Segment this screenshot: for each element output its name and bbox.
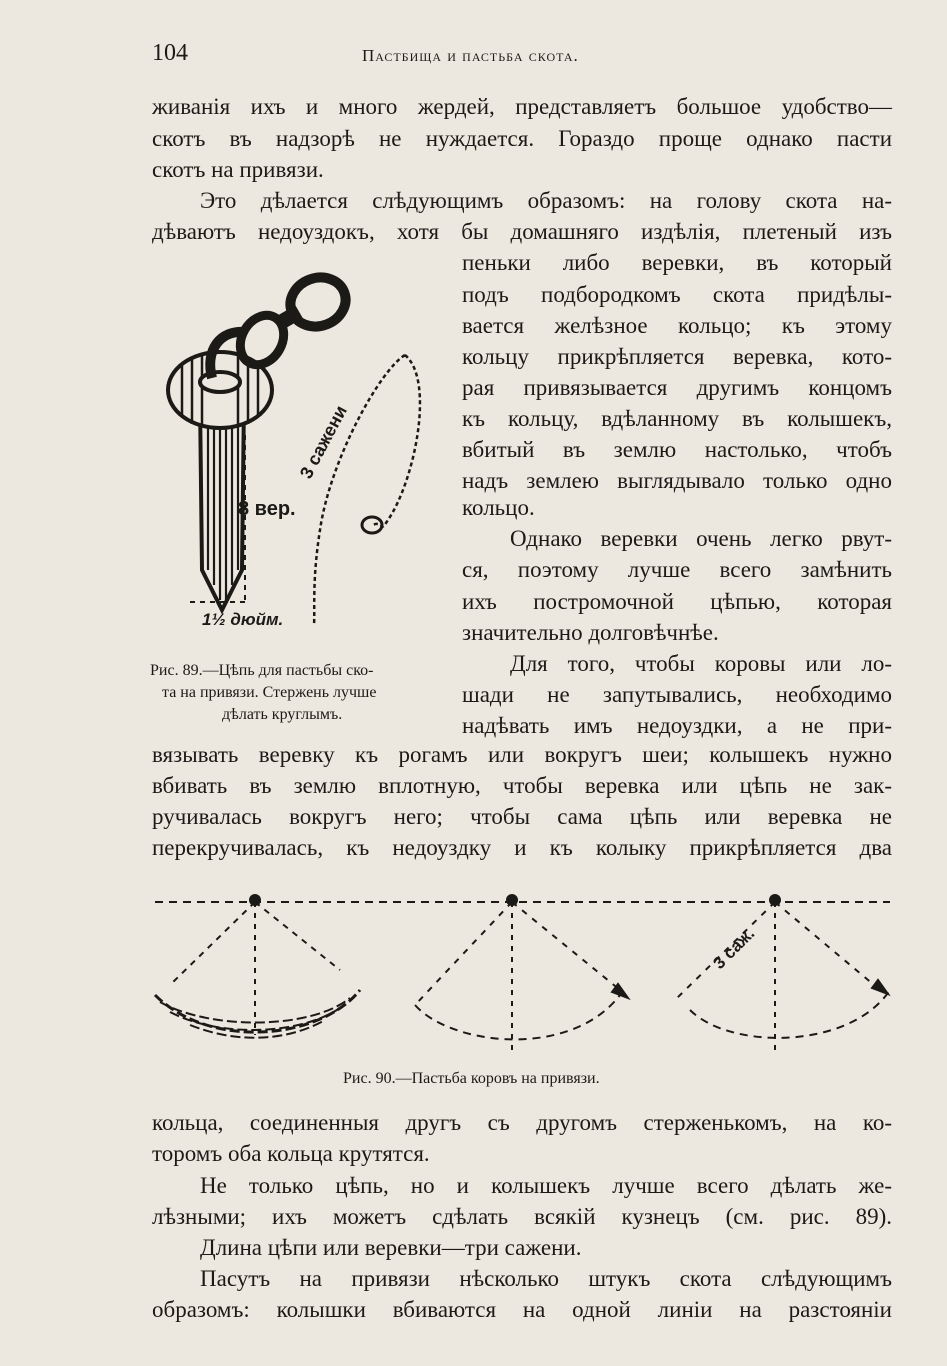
text-line: ихъ постромочной цѣпью, которая	[462, 589, 892, 614]
text-line: значительно долговѣчнѣе.	[462, 620, 719, 645]
text-line: къ кольцу, вдѣланному въ колышекъ,	[462, 406, 892, 431]
grazing-sector-2	[415, 895, 628, 1050]
chain-length-label: 3 сажени	[295, 402, 351, 482]
text-line: дѣваютъ недоуздокъ, хотя бы домашняго издѣлія, плетеный изъ	[152, 219, 892, 244]
figure-89-caption-line: дѣлать круглымъ.	[222, 706, 343, 723]
text-line: кольцу прикрѣпляется веревка, кото-	[462, 344, 892, 369]
text-line: образомъ: колышки вбиваются на одной линіи на разстояніи	[152, 1297, 892, 1322]
text-line: Для того, чтобы коровы или ло-	[510, 651, 892, 676]
text-line: скотъ въ надзорѣ не нуждается. Гораздо проще однако пасти	[152, 126, 892, 151]
text-line: пеньки либо веревки, въ который	[462, 250, 892, 275]
text-line: ся, поэтому лучше всего замѣнить	[462, 557, 892, 582]
text-line: вбитый въ землю настолько, чтобъ	[462, 437, 892, 462]
width-label: 1½ дюйм.	[202, 610, 284, 629]
text-line: кольца, соединенныя другъ съ другомъ стерженькомъ, на ко-	[152, 1110, 892, 1135]
length-label: 8 вер.	[238, 498, 296, 520]
text-line: перекручивалась, къ недоуздку и къ колыку прикрѣпляется два	[152, 835, 892, 860]
page-header	[152, 40, 892, 72]
chain-drawing	[314, 355, 420, 625]
figure-89-caption-line: Рис. 89.—Цѣпь для пастьбы ско-	[150, 662, 374, 679]
text-line: надѣвать имъ недоуздки, а не при-	[462, 713, 892, 738]
text-line: Длина цѣпи или веревки—три сажени.	[200, 1235, 582, 1260]
text-line: лѣзными; ихъ можетъ сдѣлать всякій кузнецъ (см. рис. 89).	[152, 1204, 892, 1229]
text-line: Это дѣлается слѣдующимъ образомъ: на голову скота на-	[200, 188, 892, 213]
text-line: вязывать веревку къ рогамъ или вокругъ шеи; колышекъ нужно	[152, 742, 892, 767]
text-line: подъ подбородкомъ скота придѣлы-	[462, 282, 892, 307]
chain-length-label: 3 саж.	[709, 923, 759, 973]
text-line: рая привязывается другимъ концомъ	[462, 375, 892, 400]
figure-90-tethered-cows	[150, 880, 895, 1060]
text-line: Пасутъ на привязи нѣсколько штукъ скота слѣдующимъ	[200, 1266, 892, 1291]
page-number: 104	[152, 40, 188, 66]
running-title: Пастбища и пастьба скота.	[362, 46, 579, 65]
grazing-sector-3	[675, 895, 890, 1050]
figure-89-caption-line: та на привязи. Стержень лучше	[162, 684, 377, 701]
text-line: Однако веревки очень легко рвут-	[510, 526, 892, 551]
text-line: вается желѣзное кольцо; къ этому	[462, 313, 892, 338]
stake-drawing	[168, 352, 272, 610]
text-line: вбивать въ землю вплотную, чтобы веревка или цѣпь не зак-	[152, 773, 892, 798]
text-line: Не только цѣпь, но и колышекъ лучше всего дѣлать же-	[200, 1173, 892, 1198]
text-line: надъ землею выглядывало только одно	[462, 468, 892, 493]
figure-90-caption: Рис. 90.—Пастьба коровъ на привязи.	[343, 1070, 600, 1087]
text-line: кольцо.	[462, 495, 535, 520]
text-line: ручивалась вокругъ него; чтобы сама цѣпь или веревка не	[152, 804, 892, 829]
text-line: шади не запутывались, необходимо	[462, 682, 892, 707]
text-line: живанія ихъ и много жердей, представляетъ большое удобство—	[152, 94, 892, 119]
figure-89-stake-and-chain	[150, 270, 460, 650]
text-line: торомъ оба кольца крутятся.	[152, 1141, 430, 1166]
grazing-sector-1	[155, 895, 360, 1038]
text-line: скотъ на привязи.	[152, 157, 324, 182]
